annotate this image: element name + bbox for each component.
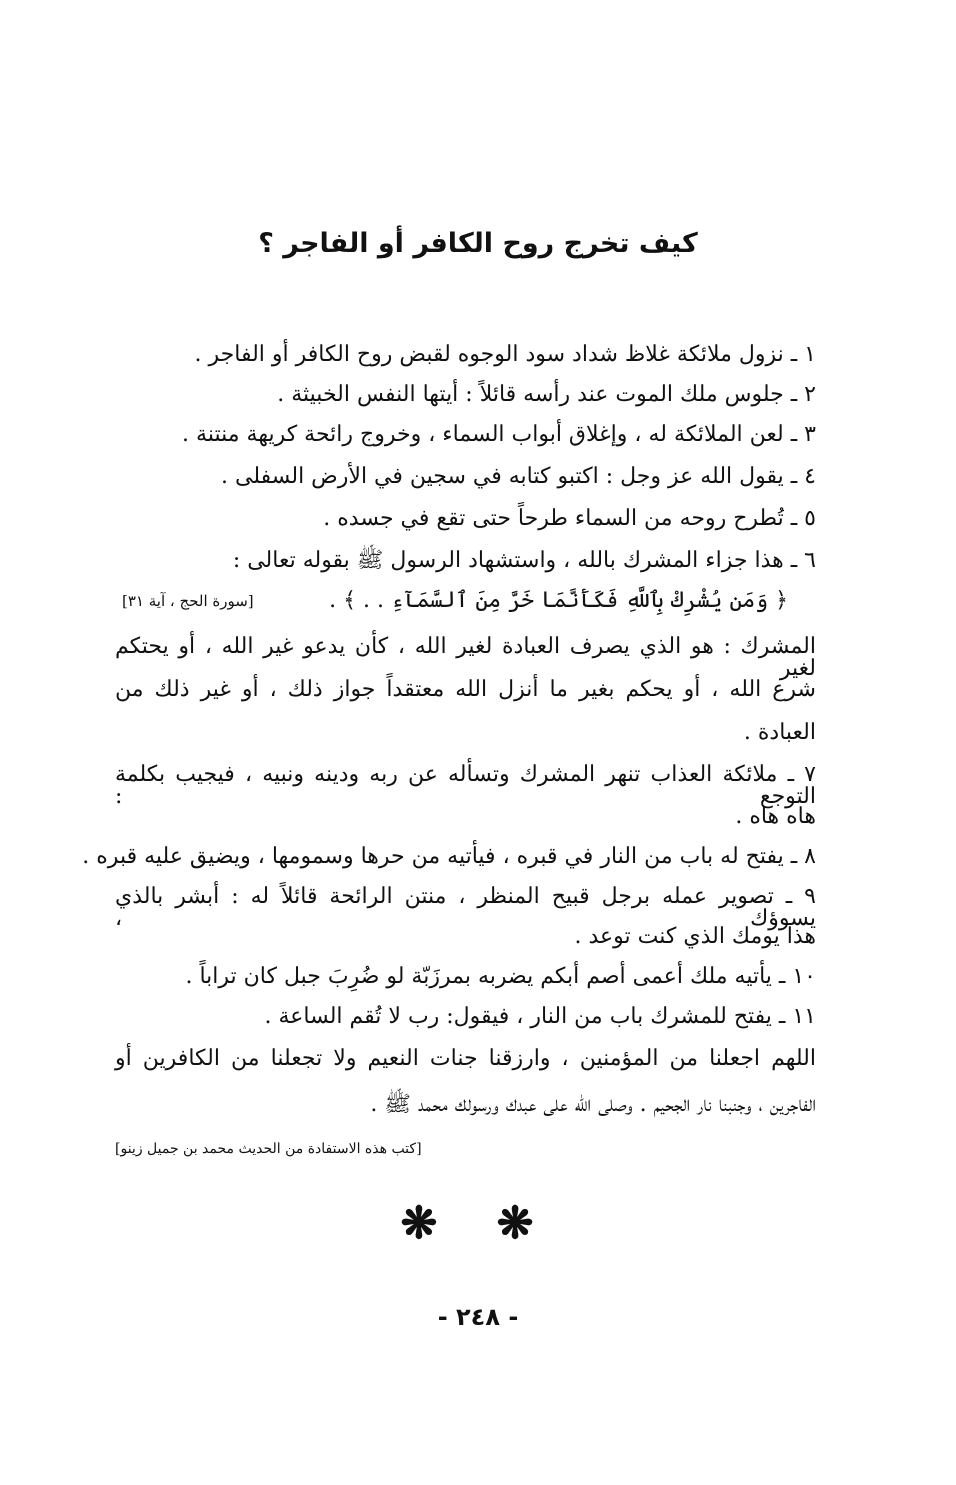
list-item-9: ٩ ـ تصوير عمله برجل قبيح المنظر ، منتن الرائحة قائلاً له : أبشر بالذي يسوؤك ، bbox=[115, 884, 816, 931]
section-divider-stars: ❋ ❋ bbox=[400, 1198, 556, 1249]
quran-verse: ﴿ وَمَن يُشْرِكْ بِٱللَّهِ فَكَأَنَّمَا خَرَّ مِنَ ٱلسَّمَآءِ . . ﴾ . bbox=[329, 588, 788, 613]
list-item-7: ٧ ـ ملائكة العذاب تنهر المشرك وتسأله عن ربه ودينه ونبيه ، فيجيب بكلمة التوجع : bbox=[115, 762, 816, 809]
definition-line-1: المشرك : هو الذي يصرف العبادة لغير الله ، كأن يدعو غير الله ، أو يحتكم لغير bbox=[115, 634, 816, 681]
list-item-2: ٢ ـ جلوس ملك الموت عند رأسه قائلاً : أيتها النفس الخبيثة . bbox=[277, 382, 816, 407]
page-number: - ٢٤٨ - bbox=[437, 1303, 519, 1331]
list-item-8: ٨ ـ يفتح له باب من النار في قبره ، فيأتيه من حرها وسمومها ، ويضيق عليه قبره . bbox=[82, 844, 816, 869]
list-item-11: ١١ ـ يفتح للمشرك باب من النار ، فيقول: رب لا تُقم الساعة . bbox=[264, 1004, 816, 1029]
list-item-1: ١ ـ نزول ملائكة غلاظ شداد سود الوجوه لقبض روح الكافر أو الفاجر . bbox=[194, 342, 816, 367]
list-item-10: ١٠ ـ يأتيه ملك أعمى أصم أبكم يضربه بمرزَبّة لو ضُرِبَ جبل كان تراباً . bbox=[185, 964, 816, 989]
definition-line-3: العبادة . bbox=[743, 720, 816, 745]
prayer-line-2: الفاجرين ، وجنبنا نار الجحيم . وصلى الله على عبدك ورسولك محمد ﷺ . bbox=[370, 1092, 816, 1117]
source-credit: [كتب هذه الاستفادة من الحديث محمد بن جميل زينو] bbox=[115, 1141, 422, 1157]
list-item-7-cont: هاه هاه . bbox=[735, 804, 816, 829]
list-item-4: ٤ ـ يقول الله عز وجل : اكتبو كتابه في سجين في الأرض السفلى . bbox=[221, 464, 816, 489]
list-item-5: ٥ ـ تُطرح روحه من السماء طرحاً حتى تقع في جسده . bbox=[323, 506, 816, 531]
list-item-9-cont: هذا يومك الذي كنت توعد . bbox=[574, 924, 816, 949]
prayer-line-1: اللهم اجعلنا من المؤمنين ، وارزقنا جنات النعيم ولا تجعلنا من الكافرين أو bbox=[115, 1046, 816, 1071]
verse-reference: [سورة الحج ، آية ٣١] bbox=[122, 592, 254, 610]
list-item-6: ٦ ـ هذا جزاء المشرك بالله ، واستشهاد الرسول ﷺ بقوله تعالى : bbox=[232, 548, 816, 573]
list-item-3: ٣ ـ لعن الملائكة له ، وإغلاق أبواب السماء ، وخروج رائحة كريهة منتنة . bbox=[182, 422, 816, 447]
definition-line-2: شرع الله ، أو يحكم بغير ما أنزل الله معتقداً جواز ذلك ، أو غير ذلك من bbox=[115, 677, 816, 702]
page-title: كيف تخرج روح الكافر أو الفاجر ؟ bbox=[258, 228, 698, 259]
